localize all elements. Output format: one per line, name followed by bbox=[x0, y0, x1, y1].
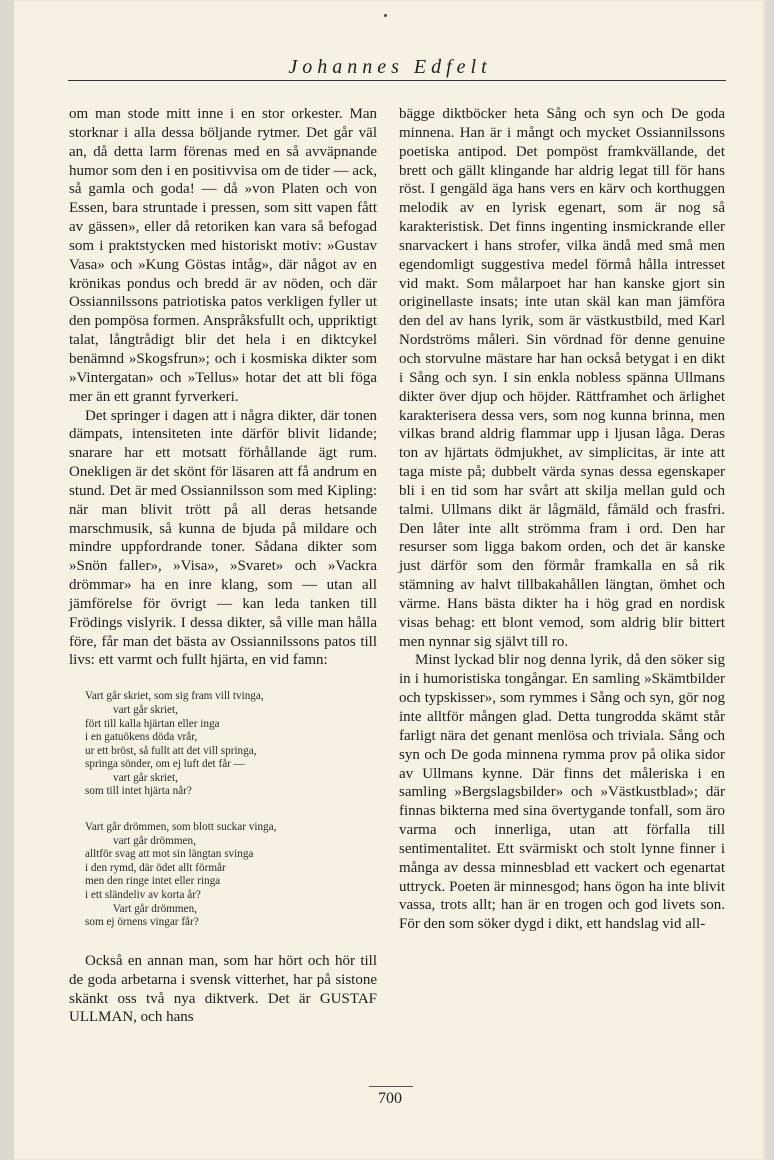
poem-line: vart går skriet, bbox=[85, 703, 178, 716]
page-number: 700 bbox=[378, 1090, 402, 1107]
poem-line: men den ringe intet eller ringa bbox=[85, 875, 221, 888]
paragraph: Också en annan man, som har hört och hör till de goda arbetarna i svensk vitterhet, har på sistone skänkt oss två nya diktverk. Det är GUSTAF ULLMAN, och hans bbox=[69, 952, 377, 1026]
poem-line: i en gatuökens döda vrår, bbox=[85, 731, 198, 744]
poem-line: vart går drömmen, bbox=[85, 834, 196, 847]
poem-line: Vart går skriet, som sig fram vill tvinga, bbox=[85, 690, 264, 703]
print-speck bbox=[384, 14, 387, 17]
paragraph: Det springer i dagen att i några dikter, där tonen dämpats, intensiteten inte därför blivit lidande; snarare har ett motsatt förhållande ägt rum. Onekligen är det skönt för läsaren att få andrum en stund. Det är med Ossiannilsson som med Kipling: när man blivit trött på all deras hetsande marschmusik, så kunna de bjuda på mildare och mindre uppfordrande toner. Sådana dikter som »Snön faller», »Visa», »Svaret» och »Vackra drömmar» ha en inre klang, som — utan all jämförelse för övrigt — kan leda tanken till Frödings vislyrik. I dessa dikter, så ville man hålla före, får man det bästa av Ossiannilssons patos till livs: ett varmt och fullt hjärta, en vid famn: bbox=[69, 407, 377, 669]
poem-line: Vart går drömmen, bbox=[85, 902, 197, 915]
page-number-rule bbox=[369, 1086, 413, 1087]
running-header: Johannes Edfelt bbox=[288, 56, 492, 78]
poem-line: fört till kalla hjärtan eller inga bbox=[85, 717, 220, 730]
paragraph: bägge diktböcker heta Sång och syn och De goda minnena. Han är i mångt och mycket Ossiannilssons poetiska antipod. Det pompöst framkvällande, det brett och gällt klingande har aldrig legat till för hans röst. I gengäld äga hans vers en kärv och korthuggen melodik av en lyrisk egenart, som är nog så karakteristisk. Det finns ingenting insmickrande eller snarvackert i hans strofer, vilka ändå med små men egendomligt suggestiva medel förmå hålla intresset vid makt. Som målarpoet har han kanske gjort sin originellaste insats; inte utan skäl kan man jämföra den del av hans lyrik, som är västkustbild, med Karl Nordströms måleri. Sin vördnad för denne genuine och storvulne mästare har han också betygat i en dikt i Sång och syn. I sin enkla nobless spänna Ullmans dikter över djup och höjder. Rättframhet och ärlighet karakterisera dessa vers, som nog kunna brinna, men vilkas brand aldrig flammar upp i ljusan låga. Deras ton av hjärtats ödmjukhet, av simplicitas, är inte att taga miste på; dubbelt värda synas dessa egenskaper bli i en tid som har svårt att skilja mellan guld och talmi. Ullmans dikt är lågmäld, fåmäld och frasfri. Den låter inte allt strömma fram i ord. Den har resurser som ligga bakom orden, och det är kanske just därför som den förmår framkalla en så rik stämning av halvt tillbakahållen längtan, ömhet och värme. Hans bästa dikter ha i hög grad en nordisk visas behag: ett blont vemod, som aldrig blir bittert men nynnar sig självt till ro. bbox=[399, 106, 725, 650]
poem-line: som till intet hjärta når? bbox=[85, 785, 192, 798]
poem-line: som ej örnens vingar får? bbox=[85, 916, 199, 929]
poem-stanza-1 bbox=[85, 690, 377, 799]
book-page bbox=[14, 0, 766, 1160]
poem-stanza-2 bbox=[85, 821, 377, 930]
poem-line: Vart går drömmen, som blott suckar vinga, bbox=[85, 821, 277, 834]
poem-line: springa sönder, om ej luft det får — bbox=[85, 758, 245, 771]
poem-line: vart går skriet, bbox=[85, 771, 178, 784]
paragraph: Minst lyckad blir nog denna lyrik, då den söker sig in i humoristiska tongångar. En samling »Skämtbilder och typskisser», som rymmes i Sång och syn, gör nog inte alltför mången glad. Detta tungrodda skämt står farligt nära det genant menlösa och triviala. Sång och syn och De goda minnena rymma prov på olika sidor av Ullmans kynne. Där finns det måleriska i en samling »Bergslagsbilder» och »Västkustblad»; där finnas bikterna med sina övertygande tonfall, som äro varma och innerliga, utan att förfalla till sentimentalitet. Ett svärmiskt och stolt lynne finner i många av dessa minnesblad ett vackert och egenartat uttryck. Poeten är minnesgod; hans ögon ha inte blivit vassa, trots allt; han är en trogen och god livets son. För den som söker dygd i dikt, ett handslag vid all- bbox=[399, 652, 725, 933]
header-rule bbox=[68, 80, 726, 81]
left-column bbox=[69, 105, 377, 1027]
poem-line: i ett sländeliv av korta år? bbox=[85, 889, 201, 902]
poem-line: i den rymd, där ödet allt förmår bbox=[85, 861, 226, 874]
paragraph: om man stode mitt inne i en stor orkester. Man storknar i alla dessa böljande rytmer. Det går väl an, då detta larm förenas med en så avväpnande humor som den i en positivvisa om de tider — ack, så gamla och goda! — då »von Platen och von Essen, bara struntade i pressen, som sitt vapen fått av gässen», eller då retoriken kan vara så befogad som i praktstycken med historiskt motiv: »Gustav Vasa» och »Kung Göstas intåg», där något av en krönikas pondus och bredd är av nöden, och där Ossiannilssons patriotiska patos verkligen fyller ut den pompösa formen. Anspråksfullt och, uppriktigt talat, långtrådigt blir det hela i en diktcykel benämnd »Skogsfrun»; och i kosmiska dikter som »Vintergatan» och »Tellus» hotar det att bli föga mer än ett grannt fyrverkeri. bbox=[69, 106, 377, 405]
poem-line: alltför svag att mot sin längtan svinga bbox=[85, 848, 254, 861]
poem-line: ur ett bröst, så fullt att det vill springa, bbox=[85, 744, 257, 757]
right-column bbox=[399, 105, 725, 934]
poem-quote bbox=[85, 690, 377, 930]
